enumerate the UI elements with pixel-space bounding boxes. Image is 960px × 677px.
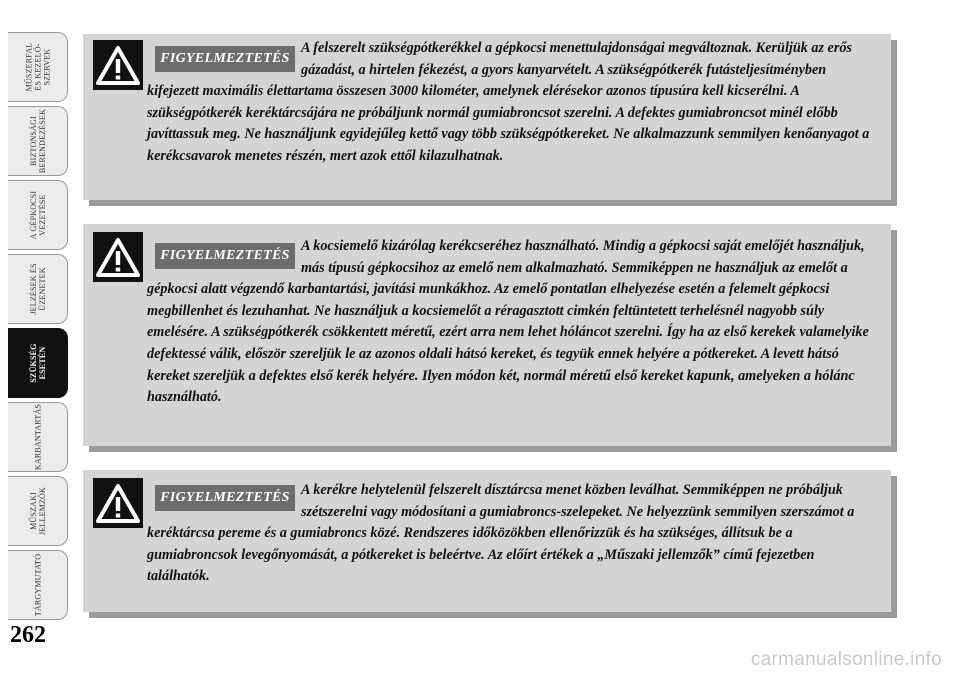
- tab-label: MŰSZAKI JELLEMZŐK: [28, 486, 47, 536]
- warning-text: A kocsiemelő kizárólag kerékcseréhez használható. Mindig a gépkocsi saját emelőjét használjuk, más típusú gépkocsihoz az emelő nem alkalmazható. Semmiképpen ne használjuk az emelőt a gépkocsi alatt végzendő karbantartási, javítási munkákhoz. Az emelő pontatlan elhelyezése esetén a felemelt gépkocsi megbillenhet és lezuhanhat. Ne használjuk a kocsiemelőt a réragasztott cimkén feltüntetett terhelésnél nagyobb súly emelésére. A szükségpótkerék csökkentett méretű, ezért arra nem lehet hóláncot szerelni. Így ha az első kerekek valamelyike defektessé válik, először szereljük le az azonos oldali hátsó kereket, és tegyük ennek helyére a pótkereket. A levett hátsó kereket szereljük a defektes első kerék helyére. Ilyen módon két, normál méretű első kereket kapunk, amelyeken a hólánc használható.: [147, 238, 869, 406]
- tab-jelzesek[interactable]: [8, 254, 68, 324]
- warning-triangle-icon: [93, 40, 143, 90]
- tab-karbantartas[interactable]: [8, 402, 68, 472]
- warning-label: FIGYELMEZTETÉS: [155, 485, 295, 511]
- warning-box: [83, 34, 891, 200]
- warning-box: [83, 224, 891, 446]
- tab-gepkocsi-vezetese[interactable]: [8, 180, 68, 250]
- warning-text: A felszerelt szükségpótkerékkel a gépkocsi menettulajdonságai megváltoznak. Kerüljük az erős gázadást, a hirtelen fékezést, a gyors kanyarvételt. A szükségpótkerék futásteljesítményben kifejezett maximális élettartama összesen 3000 kilométer, amelynek elérésekor azonos típusúra kell kicserélni. A szükségpótkerék keréktárcsájára ne próbáljunk normál gumiabroncsot szerelni. A defektes gumiabroncsot minél előbb javíttassuk meg. Ne használjunk egyidejűleg kettő vagy több szükségpótkereket. Ne alkalmazzunk semmilyen kenőanyagot a kerékcsavarok menetes részén, mert azok ettől kilazulhatnak.: [147, 40, 870, 164]
- tab-biztonsagi[interactable]: [8, 106, 68, 176]
- tab-szukseg-eseten[interactable]: [8, 328, 68, 398]
- watermark: carmanualsonline.info: [750, 649, 942, 670]
- warning-box: [83, 470, 891, 612]
- tab-label: BIZTONSÁGI BERENDEZÉSEK: [28, 108, 47, 174]
- tab-label: JELZÉSEK ÉS ÜZENETEK: [28, 263, 47, 315]
- tab-label: A GÉPKOCSI VEZETÉSE: [28, 190, 47, 240]
- warning-triangle-icon: [93, 232, 143, 282]
- tab-muszaki-jellemzok[interactable]: [8, 476, 68, 546]
- tab-label: KARBANTARTÁS: [33, 403, 42, 471]
- tab-label: SZÜKSÉG ESETÉN: [28, 343, 47, 383]
- tab-label: TÁRGYMUTATÓ: [33, 553, 42, 617]
- page-number: 262: [10, 622, 46, 648]
- warning-text: A kerékre helytelenül felszerelt dísztárcsa menet közben leválhat. Semmiképpen ne próbáljuk szétszerelni vagy módosítani a gumiabroncs-szelepeket. Ne helyezzünk semmilyen szerszámot a keréktárcsa pereme és a gumiabroncs közé. Rendszeres időközökben ellenőrizzük és ha szükséges, állítsuk be a gumiabroncsok levegőnyomását, a pótkereket is beleértve. Az előírt értékek a „Műszaki jellemzők” című fejezetben találhatók.: [147, 482, 855, 585]
- warning-label: FIGYELMEZTETÉS: [155, 243, 295, 269]
- tab-muszerfal[interactable]: [8, 32, 68, 102]
- warning-label: FIGYELMEZTETÉS: [155, 46, 295, 72]
- warning-triangle-icon: [93, 478, 143, 528]
- tab-label: MŰSZERFAL ÉS KEZELŐ- SZERVEK: [24, 42, 51, 92]
- tab-targymutato[interactable]: [8, 550, 68, 620]
